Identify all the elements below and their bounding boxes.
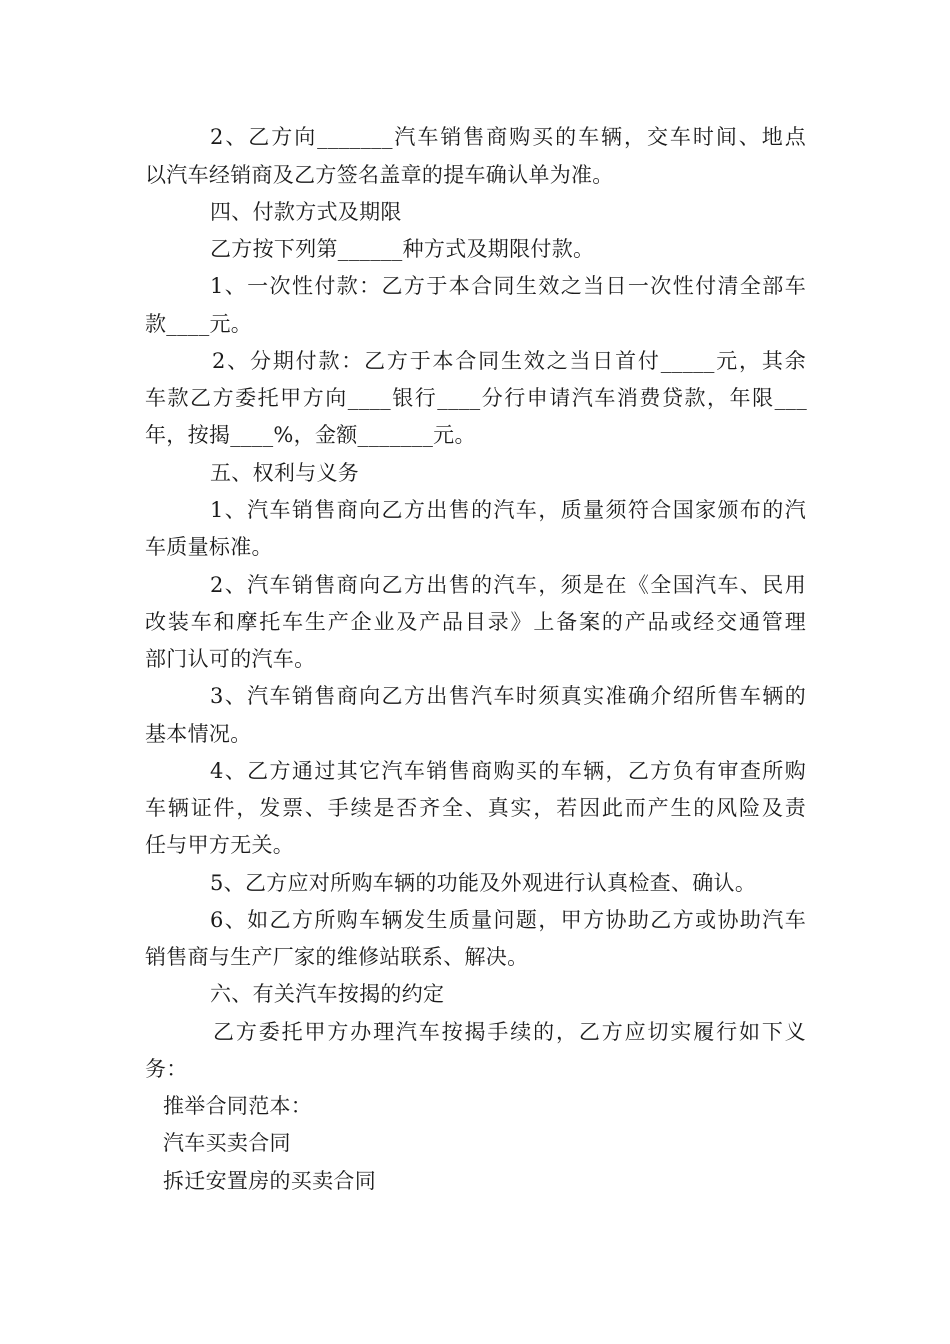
paragraph-line-12: 车质量标准。 [145,535,273,559]
paragraph-line-26: 务： [145,1057,188,1081]
paragraph-line-5: 1、一次性付款：乙方于本合同生效之当日一次性付清全部车 [210,274,806,298]
paragraph-line-16: 3、汽车销售商向乙方出售汽车时须真实准确介绍所售车辆的 [210,684,806,708]
paragraph-line-20: 任与甲方无关。 [145,833,295,857]
paragraph-line-23: 销售商与生产厂家的维修站联系、解决。 [145,945,529,969]
paragraph-line-18: 4、乙方通过其它汽车销售商购买的车辆，乙方负有审查所购 [210,759,806,783]
paragraph-line-2: 以汽车经销商及乙方签名盖章的提车确认单为准。 [145,163,614,187]
paragraph-line-22: 6、如乙方所购车辆发生质量问题，甲方协助乙方或协助汽车 [210,908,806,932]
recommend-heading: 推举合同范本： [163,1094,313,1118]
recommend-link-relocation-contract[interactable]: 拆迁安置房的买卖合同 [163,1169,376,1193]
paragraph-line-21: 5、乙方应对所购车辆的功能及外观进行认真检查、确认。 [210,871,757,895]
paragraph-line-13: 2、汽车销售商向乙方出售的汽车，须是在《全国汽车、民用 [210,573,806,597]
paragraph-line-9: 年，按揭____%，金额_______元。 [145,423,476,447]
paragraph-line-7: 2、分期付款：乙方于本合同生效之当日首付_____元，其余 [212,349,806,373]
section-heading-mortgage: 六、有关汽车按揭的约定 [210,982,445,1006]
paragraph-line-6: 款____元。 [145,312,253,336]
section-heading-rights: 五、权利与义务 [210,461,360,485]
paragraph-line-25: 乙方委托甲方办理汽车按揭手续的，乙方应切实履行如下义 [213,1020,806,1044]
paragraph-line-15: 部门认可的汽车。 [145,647,316,671]
paragraph-line-19: 车辆证件，发票、手续是否齐全、真实，若因此而产生的风险及责 [145,796,806,820]
paragraph-line-17: 基本情况。 [145,722,252,746]
paragraph-line-11: 1、汽车销售商向乙方出售的汽车，质量须符合国家颁布的汽 [210,498,806,522]
paragraph-line-4: 乙方按下列第______种方式及期限付款。 [210,237,595,261]
paragraph-line-14: 改装车和摩托车生产企业及产品目录》上备案的产品或经交通管理 [145,610,806,634]
paragraph-line-1: 2、乙方向_______汽车销售商购买的车辆，交车时间、地点 [210,125,806,149]
section-heading-payment: 四、付款方式及期限 [210,200,402,224]
paragraph-line-8: 车款乙方委托甲方向____银行____分行申请汽车消费贷款，年限___ [145,386,807,410]
recommend-link-car-contract[interactable]: 汽车买卖合同 [163,1131,291,1155]
